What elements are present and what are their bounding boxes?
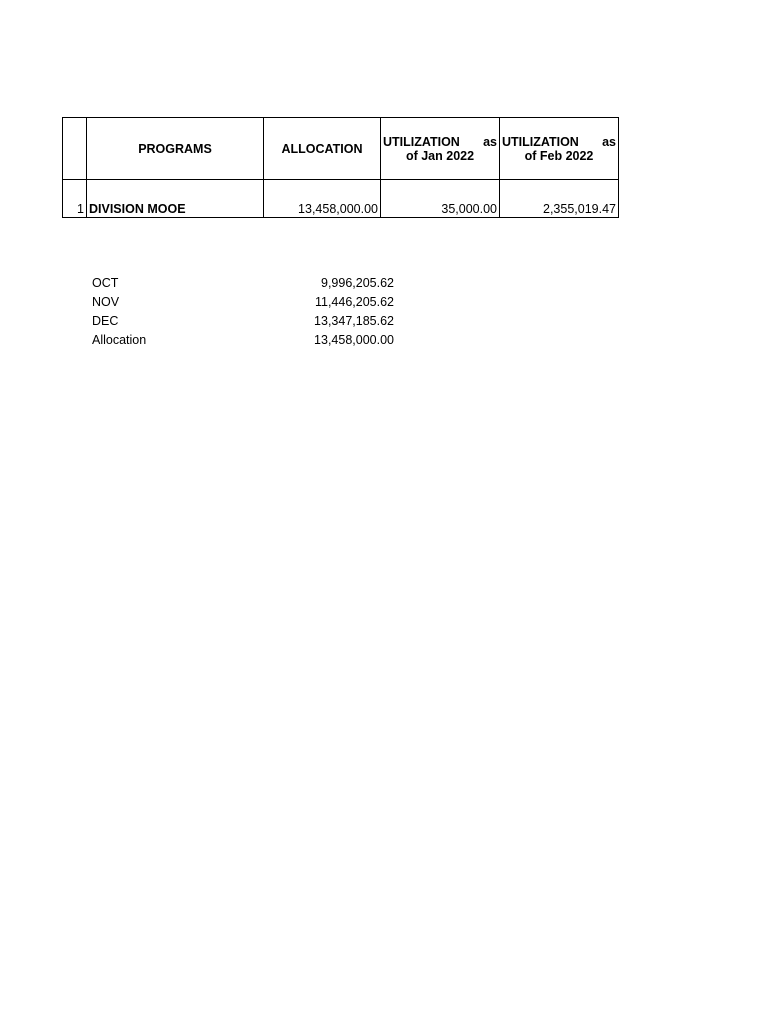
header-utilization-jan xyxy=(381,118,500,180)
summary-value: 11,446,205.62 xyxy=(314,295,394,309)
header-allocation: ALLOCATION xyxy=(264,118,381,180)
list-item xyxy=(92,331,394,350)
header-utilization-jan-date: of Jan 2022 xyxy=(405,148,475,163)
header-utilization-jan-label: UTILIZATION xyxy=(383,134,460,149)
summary-value: 13,458,000.00 xyxy=(314,333,394,347)
row-utilization-jan: 35,000.00 xyxy=(381,180,500,218)
header-utilization-feb-date: of Feb 2022 xyxy=(524,148,594,163)
header-number xyxy=(63,118,87,180)
header-utilization-jan-as: as xyxy=(483,134,497,149)
table-header-row xyxy=(63,118,619,180)
summary-label: OCT xyxy=(92,276,119,290)
row-program: DIVISION MOOE xyxy=(87,180,264,218)
header-utilization-feb-as: as xyxy=(602,134,616,149)
list-item xyxy=(92,312,394,331)
list-item xyxy=(92,274,394,293)
row-number: 1 xyxy=(63,180,87,218)
list-item xyxy=(92,293,394,312)
summary-label: DEC xyxy=(92,314,119,328)
summary-value: 9,996,205.62 xyxy=(321,276,394,290)
header-utilization-feb xyxy=(500,118,619,180)
row-utilization-feb: 2,355,019.47 xyxy=(500,180,619,218)
summary-label: Allocation xyxy=(92,333,147,347)
table-row xyxy=(63,180,619,218)
header-programs: PROGRAMS xyxy=(87,118,264,180)
programs-table xyxy=(62,117,619,218)
monthly-summary-list xyxy=(92,274,394,350)
row-allocation: 13,458,000.00 xyxy=(264,180,381,218)
summary-value: 13,347,185.62 xyxy=(314,314,394,328)
header-utilization-feb-label: UTILIZATION xyxy=(502,134,579,149)
summary-label: NOV xyxy=(92,295,120,309)
